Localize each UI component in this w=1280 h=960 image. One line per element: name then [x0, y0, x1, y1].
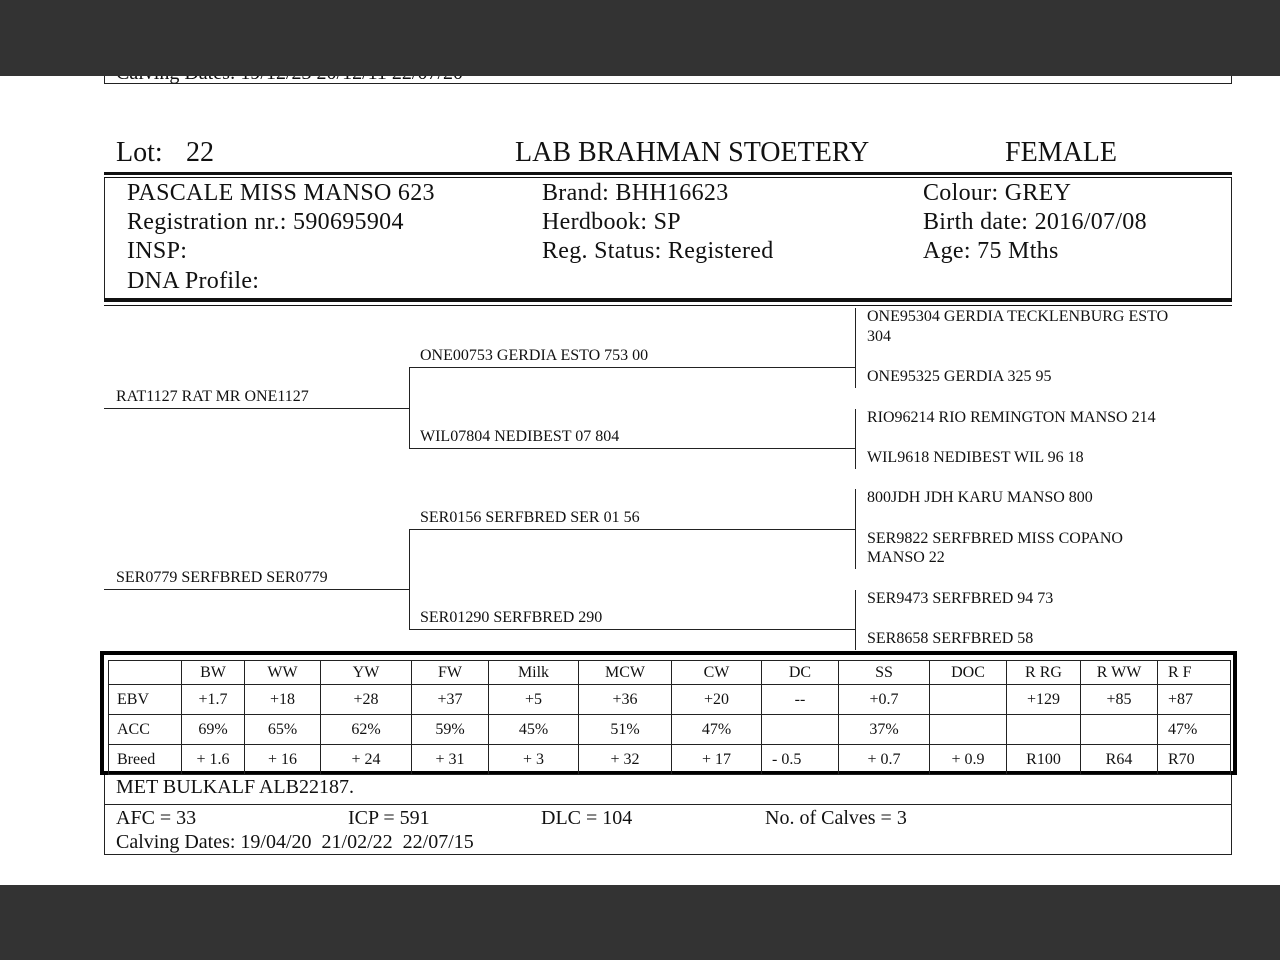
table-cell [1081, 715, 1158, 745]
column-header: WW [245, 661, 321, 685]
ggp-name: RIO96214 RIO REMINGTON MANSO 214 [867, 409, 1156, 426]
registration-number: Registration nr.: 590695904 [127, 209, 404, 235]
insp-field: INSP: [127, 238, 188, 264]
ggp-name: WIL9618 NEDIBEST WIL 96 18 [867, 449, 1084, 466]
lot-number: 22 [186, 137, 214, 168]
info-rule-thin [104, 305, 1232, 306]
brand-field: Brand: BHH16623 [542, 180, 729, 206]
column-header: SS [839, 661, 930, 685]
table-cell [930, 685, 1007, 715]
pedigree-line [409, 448, 855, 449]
column-header: Milk [489, 661, 579, 685]
column-header: R F [1158, 661, 1231, 685]
ggp-name: SER9822 SERFBRED MISS COPANO [867, 530, 1123, 547]
ggp-name: 800JDH JDH KARU MANSO 800 [867, 489, 1093, 506]
pedigree-line [409, 367, 410, 449]
table-cell: +36 [579, 685, 672, 715]
dlc-value: DLC = 104 [541, 807, 633, 829]
table-cell [930, 715, 1007, 745]
acc-row [109, 715, 1231, 745]
pedigree-line [409, 629, 855, 630]
icp-value: ICP = 591 [348, 807, 430, 829]
table-cell: +87 [1158, 685, 1231, 715]
bottom-dark-bar [0, 885, 1280, 960]
ggp-name: SER8658 SERFBRED 58 [867, 630, 1034, 647]
table-cell: 69% [182, 715, 245, 745]
table-cell: -- [762, 685, 839, 715]
calves-count: No. of Calves = 3 [765, 807, 907, 829]
age-field: Age: 75 Mths [923, 238, 1059, 264]
table-cell: +28 [321, 685, 412, 715]
pedigree-line [855, 409, 856, 469]
row-label: EBV [109, 685, 182, 715]
dna-profile-field: DNA Profile: [127, 268, 260, 294]
pedigree-line [409, 529, 855, 530]
table-cell: +5 [489, 685, 579, 715]
lot-label: Lot: [116, 137, 163, 168]
column-header: DC [762, 661, 839, 685]
table-cell: +85 [1081, 685, 1158, 715]
afc-value: AFC = 33 [116, 807, 197, 829]
table-cell: +1.7 [182, 685, 245, 715]
pedigree-line [409, 529, 410, 630]
dam-name: SER0779 SERFBRED SER0779 [116, 569, 328, 586]
colour-field: Colour: GREY [923, 180, 1072, 206]
ebv-row [109, 685, 1231, 715]
table-cell: - 0.5 [762, 745, 839, 775]
top-dark-bar [0, 0, 1280, 76]
ebv-header-row [109, 661, 1231, 685]
breed-row [109, 745, 1231, 775]
table-cell: +0.7 [839, 685, 930, 715]
column-header: DOC [930, 661, 1007, 685]
calving-dates: Calving Dates: 19/04/20 21/02/22 22/07/15 [116, 831, 474, 853]
table-cell: + 16 [245, 745, 321, 775]
table-cell: +129 [1007, 685, 1081, 715]
table-cell [1007, 715, 1081, 745]
sire-dam-name: WIL07804 NEDIBEST 07 804 [420, 428, 620, 445]
pedigree-line [104, 408, 409, 409]
ggp-name-cont: MANSO 22 [867, 549, 945, 566]
column-header: YW [321, 661, 412, 685]
table-cell: +20 [672, 685, 762, 715]
header-rule [104, 172, 1232, 175]
pedigree-line [104, 589, 409, 590]
pedigree-line [855, 489, 856, 569]
sex-label: FEMALE [1005, 137, 1117, 168]
ggp-name: ONE95325 GERDIA 325 95 [867, 368, 1052, 385]
row-label: ACC [109, 715, 182, 745]
table-cell: + 0.9 [930, 745, 1007, 775]
table-cell: + 3 [489, 745, 579, 775]
table-cell: + 24 [321, 745, 412, 775]
pedigree-line [409, 367, 855, 368]
ebv-table [108, 660, 1231, 775]
ggp-name: ONE95304 GERDIA TECKLENBURG ESTO [867, 308, 1169, 325]
dam-sire-name: SER0156 SERFBRED SER 01 56 [420, 509, 640, 526]
table-cell: + 0.7 [839, 745, 930, 775]
info-rule [104, 298, 1232, 302]
column-header: MCW [579, 661, 672, 685]
table-cell: +37 [412, 685, 489, 715]
reg-status-field: Reg. Status: Registered [542, 238, 774, 264]
table-cell: 62% [321, 715, 412, 745]
table-cell: 47% [1158, 715, 1231, 745]
table-cell: + 17 [672, 745, 762, 775]
breeding-note: MET BULKALF ALB22187. [116, 776, 354, 798]
animal-name: PASCALE MISS MANSO 623 [127, 180, 435, 206]
table-cell: 65% [245, 715, 321, 745]
table-cell: 37% [839, 715, 930, 745]
column-header: R WW [1081, 661, 1158, 685]
table-cell: R64 [1081, 745, 1158, 775]
row-label: Breed [109, 745, 182, 775]
table-cell [109, 661, 182, 685]
column-header: FW [412, 661, 489, 685]
birth-date-field: Birth date: 2016/07/08 [923, 209, 1147, 235]
breeder-name: LAB BRAHMAN STOETERY [515, 137, 870, 168]
table-cell [762, 715, 839, 745]
table-cell: R70 [1158, 745, 1231, 775]
table-cell: + 32 [579, 745, 672, 775]
pedigree-line [855, 308, 856, 388]
pedigree-line [855, 590, 856, 650]
column-header: CW [672, 661, 762, 685]
table-cell: 59% [412, 715, 489, 745]
table-cell: + 31 [412, 745, 489, 775]
column-header: R RG [1007, 661, 1081, 685]
sire-name: RAT1127 RAT MR ONE1127 [116, 388, 309, 405]
herdbook-field: Herdbook: SP [542, 209, 681, 235]
table-cell: +18 [245, 685, 321, 715]
table-cell: 45% [489, 715, 579, 745]
sire-sire-name: ONE00753 GERDIA ESTO 753 00 [420, 347, 649, 364]
table-cell: R100 [1007, 745, 1081, 775]
table-cell: 47% [672, 715, 762, 745]
dam-dam-name: SER01290 SERFBRED 290 [420, 609, 603, 626]
ggp-name: SER9473 SERFBRED 94 73 [867, 590, 1054, 607]
column-header: BW [182, 661, 245, 685]
ggp-name-cont: 304 [867, 328, 891, 345]
table-cell: 51% [579, 715, 672, 745]
table-cell: + 1.6 [182, 745, 245, 775]
